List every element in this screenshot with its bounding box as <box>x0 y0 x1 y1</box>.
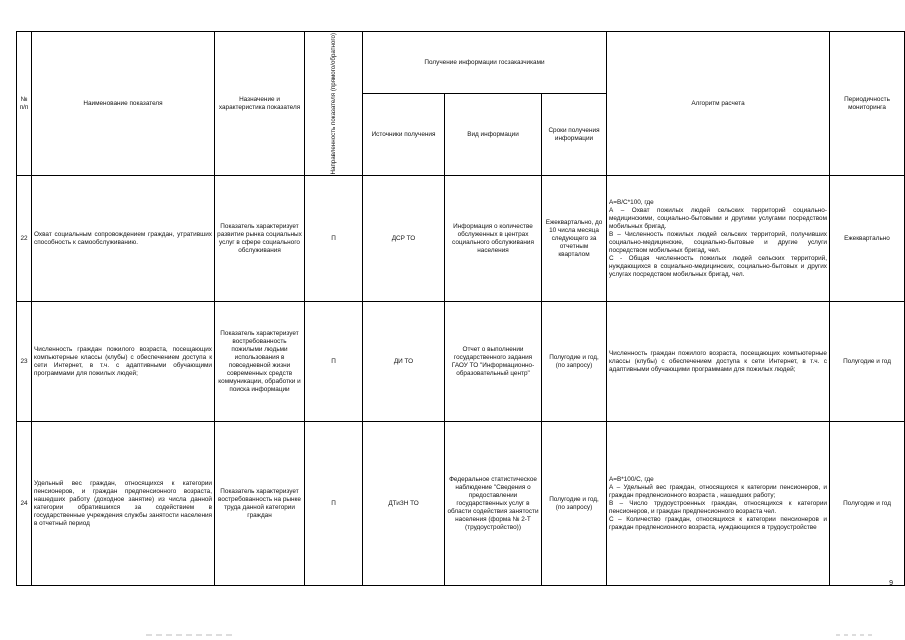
algorithm-line: С - Общая численность пожилых людей сельских территорий, нуждающихся в социально-медицинских, социально-бытовых и других услугах посредством мобильных бригад, чел. <box>609 254 827 278</box>
header-algorithm: Алгоритм расчета <box>607 32 830 176</box>
header-num: № п/п <box>17 32 32 176</box>
header-info-type: Вид информации <box>445 94 542 176</box>
table-row <box>17 422 905 586</box>
row-info-type: Отчет о выполнении государственного задания ГАОУ ТО "Информационно-образовательный центр" <box>445 302 542 422</box>
header-info-group: Получение информации госзаказчиками <box>363 32 607 94</box>
algorithm-line: С – Количество граждан, относящихся к категории пенсионеров и граждан предпенсионного возраста, нуждающихся в трудоустройстве <box>609 515 827 531</box>
table-row <box>17 176 905 302</box>
row-source: ДСР ТО <box>363 176 445 302</box>
row-purpose: Показатель характеризует востребованность на рынке труда данной категории граждан <box>215 422 305 586</box>
header-purpose: Назначение и характеристика показателя <box>215 32 305 176</box>
page-number: 9 <box>889 580 893 587</box>
header-row-1 <box>17 32 905 94</box>
header-direction-text: Направленность показателя (прямого/обратного) <box>329 33 337 175</box>
algorithm-line: А – Охват пожилых людей сельских территорий социально-медицинскими, социально-бытовыми и другими услугами посредством мобильных бригад. <box>609 206 827 230</box>
row-deadline: Полугодие и год, (по запросу) <box>542 422 607 586</box>
algorithm-line: А=В/С*100, где <box>609 198 654 206</box>
algorithm-line: В – Численность пожилых людей сельских территорий, получивших социально-медицинские, социально-бытовые и другие услуги посредством мобильных бригад, чел. <box>609 230 827 254</box>
algorithm-line: А=В*100/С, где <box>609 475 654 483</box>
row-name: Численность граждан пожилого возраста, посещающих компьютерные классы (клубы) с обеспечением доступа к сети Интернет, в т.ч. с адаптивными обучающими программами для пожилых людей; <box>32 302 215 422</box>
indicators-table <box>16 31 905 586</box>
row-purpose: Показатель характеризует развитие рынка социальных услуг в сфере социального обслуживания <box>215 176 305 302</box>
row-direction: П <box>305 422 363 586</box>
scan-artifact-line <box>16 633 896 637</box>
row-deadline: Ежеквартально, до 10 числа месяца следующего за отчетным кварталом <box>542 176 607 302</box>
row-direction: П <box>305 302 363 422</box>
row-name: Охват социальным сопровождением граждан, утративших способность к самообслуживанию. <box>32 176 215 302</box>
row-purpose: Показатель характеризует востребованность пожилыми людьми использования в повседневной жизни современных средств коммуникации, обработки и поиска информации <box>215 302 305 422</box>
row-num: 22 <box>17 176 32 302</box>
header-deadlines: Сроки получения информации <box>542 94 607 176</box>
algorithm-line: В – Число трудоустроенных граждан, относящихся к категории пенсионеров, и граждан предпенсионного возраста чел. <box>609 499 827 515</box>
row-deadline: Полугодие и год, (по запросу) <box>542 302 607 422</box>
row-periodicity: Полугодие и год <box>830 422 905 586</box>
header-periodicity: Периодичность мониторинга <box>830 32 905 176</box>
header-direction <box>305 32 363 176</box>
header-name: Наименование показателя <box>32 32 215 176</box>
row-periodicity: Полугодие и год <box>830 302 905 422</box>
table-row <box>17 302 905 422</box>
row-source: ДТиЗН ТО <box>363 422 445 586</box>
row-direction: П <box>305 176 363 302</box>
row-algorithm <box>607 302 830 422</box>
row-name: Удельный вес граждан, относящихся к категории пенсионеров, и граждан предпенсионного возраста, нашедших работу (доходное занятие) из числа данной категории обратившихся за содействием в государственные учреждения службы занятости населения в отчетный период <box>32 422 215 586</box>
row-info-type: Информация о количестве обслуженных в центрах социального обслуживания населения <box>445 176 542 302</box>
row-periodicity: Ежеквартально <box>830 176 905 302</box>
row-num: 24 <box>17 422 32 586</box>
row-info-type: Федеральное статистическое наблюдение "Сведения о предоставлении государственных услуг в области содействия занятости населения (форма № 2-Т (трудоустройство)) <box>445 422 542 586</box>
row-num: 23 <box>17 302 32 422</box>
algorithm-line: Численность граждан пожилого возраста, посещающих компьютерные классы (клубы) с обеспечением доступа к сети Интернет, в т.ч. с адаптивными обучающими программами для пожилых людей; <box>609 349 827 373</box>
row-algorithm <box>607 422 830 586</box>
row-source: ДИ ТО <box>363 302 445 422</box>
header-sources: Источники получения <box>363 94 445 176</box>
algorithm-line: А – Удельный вес граждан, относящихся к категории пенсионеров, и граждан предпенсионного возраста , нашедших работу; <box>609 483 827 499</box>
row-algorithm <box>607 176 830 302</box>
